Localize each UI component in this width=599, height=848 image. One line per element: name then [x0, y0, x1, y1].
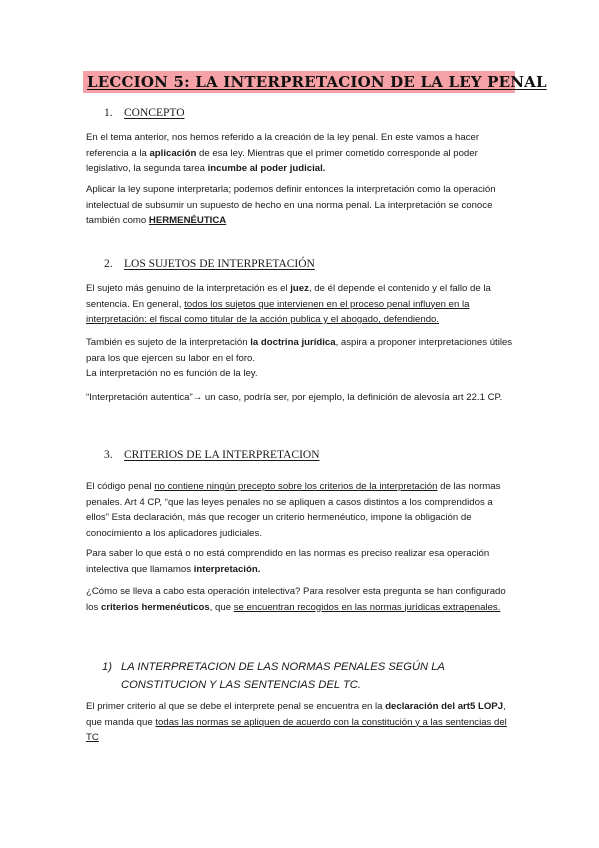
- paragraph-sujetos-2: [86, 335, 518, 382]
- text-run: El primer criterio al que se debe el interprete penal se encuentra en la: [86, 701, 386, 712]
- text-line: “Interpretación autentica”→ un caso, podría ser, por ejemplo, la definición de alevosía art 22.1 CP.: [86, 392, 503, 403]
- paragraph-concepto-1: [86, 130, 518, 177]
- section-label: LOS SUJETOS DE INTERPRETACIÓN: [124, 258, 315, 270]
- paragraph-concepto-2: [86, 182, 518, 229]
- text-run: de esa ley. Mientras que el primer cometido corresponde al poder legislativo, la segunda tarea: [86, 147, 478, 174]
- bold-term: interpretación.: [193, 563, 261, 575]
- text-run: , aspira a proponer interpretaciones útiles para los que ejercen su labor en el foro.: [86, 337, 513, 364]
- subsection-number: 1): [102, 661, 112, 673]
- subsection-title: LA INTERPRETACION DE LAS NORMAS PENALES SEGÚN LA CONSTITUCION Y LAS SENTENCIAS DEL TC.: [121, 661, 445, 691]
- text-run: El código penal: [86, 481, 155, 492]
- paragraph-constitucion-1: [86, 699, 518, 746]
- text-run: El sujeto más genuino de la interpretación es el: [86, 283, 291, 294]
- lesson-title-bar: [83, 71, 547, 93]
- text-run: También es sujeto de la interpretación: [86, 337, 251, 348]
- underlined-text: todas las normas se apliquen de acuerdo con la constitución y a las sentencias del TC: [86, 716, 507, 743]
- text-run: , que manda que: [86, 701, 506, 728]
- bold-term: la doctrina jurídica: [250, 337, 336, 348]
- text-run: En el tema anterior, nos hemos referido a la creación de la ley penal. En este vamos a hacer referencia a la: [86, 132, 480, 159]
- section-label: CRITERIOS DE LA INTERPRETACION: [124, 449, 320, 461]
- underlined-text: no contiene ningún precepto sobre los criterios de la interpretación: [154, 481, 438, 492]
- underlined-text: todos los sujetos que intervienen en el proceso penal influyen en la interpretación: el fiscal como titular de la acción publica y el abogado, defendiendo.: [86, 298, 470, 325]
- paragraph-criterios-1: [86, 479, 518, 541]
- bold-term: aplicación: [149, 147, 197, 159]
- text-run: , que: [209, 601, 234, 613]
- text-run: ¿Cómo se lleva a cabo esta operación intelectiva? Para resolver esta pregunta se han configurado los: [86, 586, 506, 613]
- text-line: La interpretación no es función de la ley.: [86, 368, 258, 379]
- section-heading-concepto: [104, 107, 185, 119]
- subsection-heading: [102, 658, 522, 694]
- bold-term: incumbe al poder judicial.: [207, 163, 326, 174]
- section-number: 2.: [104, 258, 113, 270]
- paragraph-sujetos-3: [86, 390, 518, 406]
- section-number: 3.: [104, 449, 113, 461]
- bold-term: declaración del art5 LOPJ: [385, 701, 504, 712]
- paragraph-criterios-2: [86, 546, 518, 577]
- section-heading-criterios: [104, 449, 320, 461]
- bold-term: criterios hermenéuticos: [100, 601, 210, 613]
- bold-term: juez: [290, 283, 309, 294]
- underlined-text: se encuentran recogidos en las normas jurídicas extrapenales.: [233, 601, 501, 613]
- text-run: de las normas penales. Art 4 CP, “que las leyes penales no se apliquen a casos distintos a los comprendidos a ellos” Esta declaración, más que recoger un criterio hermenéutico, impone la obligación de conocimiento a los aplicadores judiciales.: [86, 481, 501, 539]
- section-number: 1.: [104, 107, 113, 119]
- section-label: CONCEPTO: [124, 107, 185, 119]
- text-run: Para saber lo que está o no está comprendido en las normas es preciso realizar esa operación intelectiva que llamamos: [86, 548, 490, 575]
- paragraph-sujetos-1: [86, 281, 518, 328]
- lesson-title: LECCION 5: LA INTERPRETACION DE LA LEY PENAL: [87, 73, 547, 91]
- bold-underlined-term: HERMENÉUTICA: [148, 215, 227, 226]
- text-run: Aplicar la ley supone interpretarla; podemos definir entonces la interpretación como la operación intelectual de subsumir un supuesto de hecho en una norma penal. La interpretación se conoce también como: [86, 184, 496, 226]
- section-heading-sujetos: [104, 258, 315, 270]
- text-run: , de él depende el contenido y el fallo de la sentencia. En general,: [86, 283, 491, 310]
- paragraph-criterios-3: [86, 584, 518, 615]
